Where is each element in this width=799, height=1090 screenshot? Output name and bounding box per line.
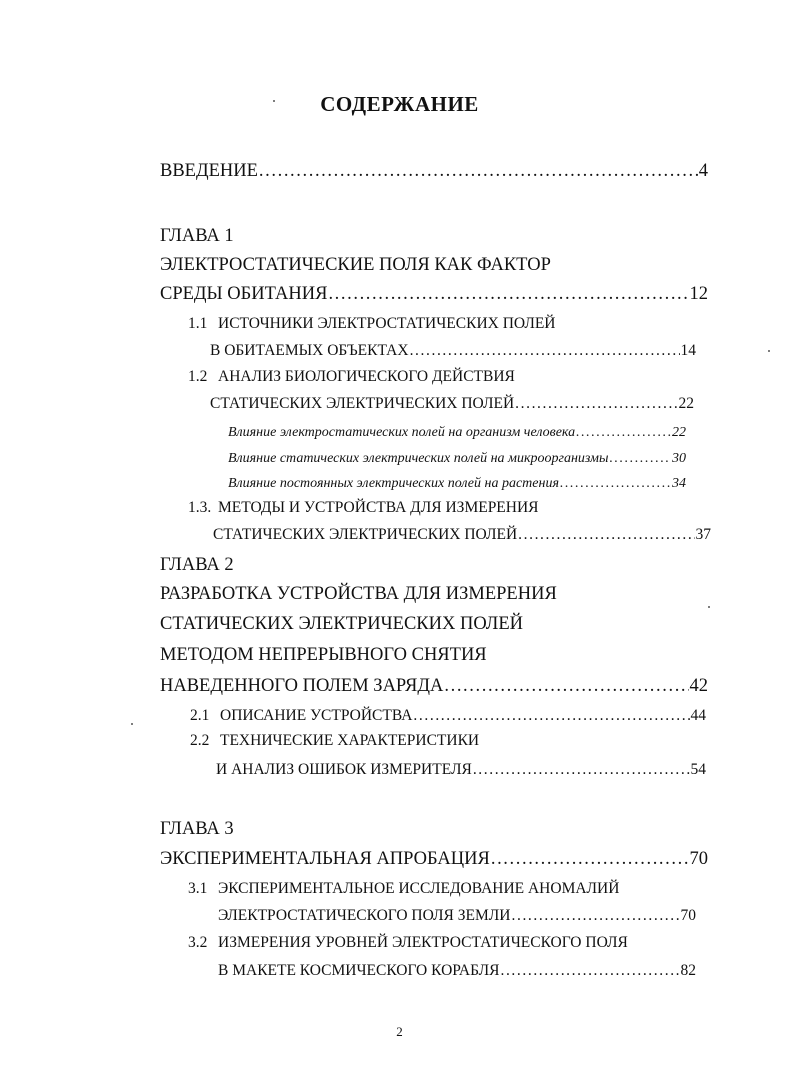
toc-entry-subsection-1 (228, 422, 686, 444)
section-3-1-line1: 3.1 ЭКСПЕРИМЕНТАЛЬНОЕ ИССЛЕДОВАНИЕ АНОМАЛИЙ (188, 880, 620, 897)
toc-page: 12 (689, 284, 708, 304)
toc-entry-section-2-1: 2.1 ОПИСАНИЕ УСТРОЙСТВА ..... 44 (190, 705, 706, 727)
chapter-2-title-line3: МЕТОДОМ НЕПРЕРЫВНОГО СНЯТИЯ (160, 645, 487, 665)
toc-page: 14 (680, 342, 696, 359)
scan-speck (708, 606, 710, 608)
toc-label: Влияние постоянных электрических полей на растения (228, 476, 559, 491)
toc-label: И АНАЛИЗ ОШИБОК ИЗМЕРИТЕЛЯ (216, 761, 472, 778)
toc-page: 37 (695, 526, 711, 543)
toc-label: ОПИСАНИЕ УСТРОЙСТВА (220, 707, 413, 724)
dot-leader (515, 393, 677, 415)
chapter-1-title-line1: ЭЛЕКТРОСТАТИЧЕСКИЕ ПОЛЯ КАК ФАКТОР (160, 255, 551, 275)
dot-leader (410, 340, 680, 362)
section-1-2-line1: 1.2 АНАЛИЗ БИОЛОГИЧЕСКОГО ДЕЙСТВИЯ (188, 368, 515, 385)
dot-leader (512, 905, 680, 927)
dot-leader (609, 448, 671, 470)
dot-leader (444, 675, 688, 697)
toc-page: 42 (689, 676, 708, 696)
toc-page: 44 (690, 707, 706, 724)
toc-entry-chapter-1 (160, 283, 708, 305)
toc-entry-chapter-2 (160, 675, 708, 697)
dot-leader (491, 848, 689, 870)
toc-entry-subsection-3 (228, 473, 686, 495)
dot-leader (413, 705, 689, 727)
toc-entry-subsection-2 (228, 448, 686, 470)
toc-page: 54 (690, 761, 706, 778)
dot-leader (328, 283, 688, 305)
toc-label: СТАТИЧЕСКИХ ЭЛЕКТРИЧЕСКИХ ПОЛЕЙ (213, 526, 518, 543)
toc-page: 22 (678, 395, 694, 412)
page-title: СОДЕРЖАНИЕ (320, 92, 479, 116)
toc-label: В МАКЕТЕ КОСМИЧЕСКОГО КОРАБЛЯ (218, 962, 500, 979)
toc-page: 70 (680, 907, 696, 924)
dot-leader (576, 422, 671, 444)
chapter-2-title-line1: РАЗРАБОТКА УСТРОЙСТВА ДЛЯ ИЗМЕРЕНИЯ (160, 584, 557, 604)
dot-leader (259, 160, 698, 182)
toc-page: 34 (672, 476, 686, 491)
toc-page: 82 (680, 962, 696, 979)
dot-leader (473, 759, 690, 781)
dot-leader (500, 960, 679, 982)
toc-entry-section-1-3 (213, 524, 711, 546)
toc-entry-intro (160, 160, 708, 182)
chapter-2-title-line2: СТАТИЧЕСКИХ ЭЛЕКТРИЧЕСКИХ ПОЛЕЙ (160, 614, 523, 634)
page-number: 2 (396, 1024, 403, 1039)
toc-entry-section-3-2 (218, 960, 696, 982)
toc-entry-chapter-3 (160, 848, 708, 870)
toc-label: Влияние электростатических полей на организм человека (228, 425, 576, 440)
section-3-2-line1: 3.2 ИЗМЕРЕНИЯ УРОВНЕЙ ЭЛЕКТРОСТАТИЧЕСКОГО ПОЛЯ (188, 934, 628, 951)
chapter-1-heading: ГЛАВА 1 (160, 226, 234, 246)
toc-page: 22 (672, 425, 686, 440)
section-1-3-line1: 1.3. МЕТОДЫ И УСТРОЙСТВА ДЛЯ ИЗМЕРЕНИЯ (188, 499, 539, 516)
scan-speck (768, 350, 770, 352)
toc-label: ЭКСПЕРИМЕНТАЛЬНАЯ АПРОБАЦИЯ (160, 849, 490, 869)
section-1-1-line1: 1.1 ИСТОЧНИКИ ЭЛЕКТРОСТАТИЧЕСКИХ ПОЛЕЙ (188, 315, 556, 332)
scan-speck (273, 100, 275, 102)
toc-label: НАВЕДЕННОГО ПОЛЕМ ЗАРЯДА (160, 676, 444, 696)
toc-entry-section-2-2 (216, 759, 706, 781)
dot-leader (560, 473, 671, 495)
scan-speck (131, 723, 133, 725)
dot-leader (518, 524, 694, 546)
toc-label: СТАТИЧЕСКИХ ЭЛЕКТРИЧЕСКИХ ПОЛЕЙ (210, 395, 515, 412)
toc-entry-section-1-1 (210, 340, 696, 362)
chapter-3-heading: ГЛАВА 3 (160, 819, 234, 839)
toc-label: В ОБИТАЕМЫХ ОБЪЕКТАХ (210, 342, 409, 359)
toc-entry-section-1-2 (210, 393, 694, 415)
toc-label: ЭЛЕКТРОСТАТИЧЕСКОГО ПОЛЯ ЗЕМЛИ (218, 907, 511, 924)
toc-page: 4 (698, 161, 708, 181)
toc-page: 70 (689, 849, 708, 869)
toc-label: ВВЕДЕНИЕ (160, 161, 258, 181)
toc-label: Влияние статических электрических полей на микроорганизмы (228, 451, 609, 466)
section-2-2-line1: 2.2 ТЕХНИЧЕСКИЕ ХАРАКТЕРИСТИКИ (190, 732, 480, 749)
toc-entry-section-3-1 (218, 905, 696, 927)
toc-page: 30 (672, 451, 686, 466)
toc-label: СРЕДЫ ОБИТАНИЯ (160, 284, 328, 304)
chapter-2-heading: ГЛАВА 2 (160, 555, 234, 575)
